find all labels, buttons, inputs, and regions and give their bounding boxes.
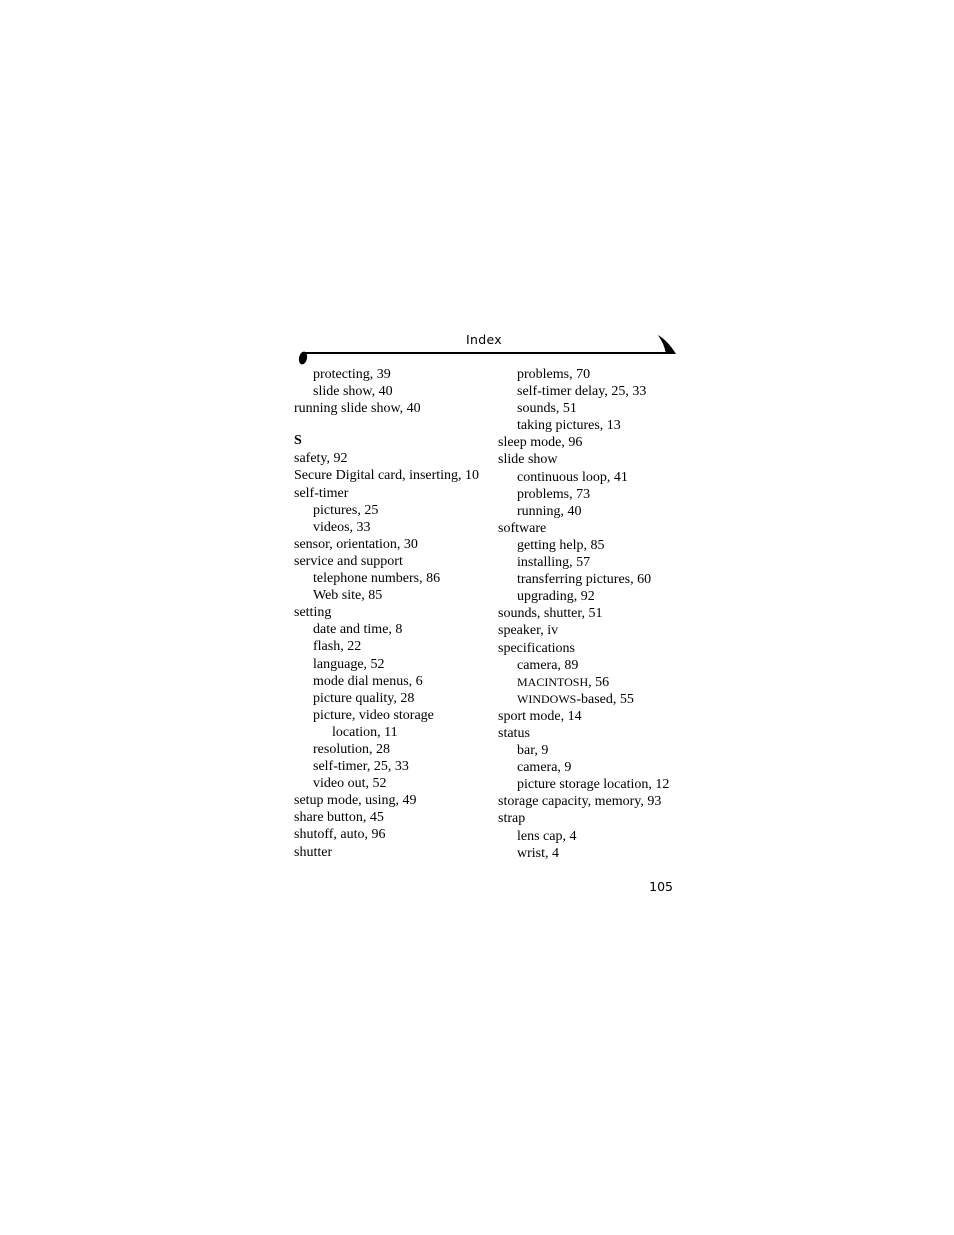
index-entry: service and support (294, 553, 403, 569)
header-rule-graphic (296, 333, 680, 369)
index-entry: strap (498, 811, 526, 827)
index-entry: wrist, 4 (517, 845, 559, 861)
index-entry: self-timer, 25, 33 (313, 759, 409, 775)
index-entry: running slide show, 40 (294, 401, 421, 417)
index-entry: getting help, 85 (517, 537, 605, 553)
index-entry: running, 40 (517, 503, 582, 519)
left-entries-s (294, 450, 494, 860)
index-entry: software (498, 520, 547, 536)
left-entries-top (294, 366, 494, 417)
index-entry: date and time, 8 (313, 622, 403, 638)
index-entry: specifications (498, 640, 575, 656)
index-entry: problems, 70 (517, 367, 591, 382)
index-entry (498, 691, 698, 708)
small-caps-term: MACINTOSH (517, 674, 589, 689)
index-entry: sport mode, 14 (498, 708, 582, 724)
index-entry: taking pictures, 13 (517, 418, 621, 434)
page-number: 105 (649, 879, 673, 894)
index-entry: sounds, 51 (517, 401, 577, 417)
index-entry: telephone numbers, 86 (313, 571, 441, 587)
header-title: Index (466, 332, 502, 347)
index-entry: installing, 57 (517, 555, 591, 571)
index-entry: video out, 52 (313, 776, 387, 792)
index-entry: camera, 9 (517, 760, 572, 776)
index-entry: flash, 22 (313, 639, 362, 655)
index-entry (498, 674, 698, 691)
section-letter: S (294, 433, 302, 449)
index-entry: pictures, 25 (313, 502, 379, 518)
index-entry: sleep mode, 96 (498, 435, 583, 451)
index-entry: problems, 73 (517, 486, 591, 502)
index-entry: self-timer (294, 485, 349, 501)
index-entry: share button, 45 (294, 810, 384, 826)
index-entry: status (498, 725, 530, 741)
index-entry: shutter (294, 844, 333, 860)
index-entry: self-timer delay, 25, 33 (517, 384, 647, 400)
index-entry: mode dial menus, 6 (313, 673, 423, 689)
index-entry: sounds, shutter, 51 (498, 606, 603, 622)
index-entry: Secure Digital card, inserting, 10 (294, 468, 480, 484)
index-entry: picture storage location, 12 (517, 777, 670, 793)
index-entry: continuous loop, 41 (517, 469, 628, 485)
index-column-right (498, 366, 698, 862)
index-entry: speaker, iv (498, 623, 559, 639)
index-column-left (294, 366, 494, 861)
index-entry: resolution, 28 (313, 741, 390, 757)
small-caps-term: WINDOWS (517, 691, 577, 706)
index-entry: picture quality, 28 (313, 690, 415, 706)
index-entry: transferring pictures, 60 (517, 572, 652, 588)
index-entry: Web site, 85 (313, 588, 383, 604)
index-entry: protecting, 39 (313, 367, 391, 382)
index-entry: slide show, 40 (313, 384, 393, 400)
index-entry: language, 52 (313, 656, 385, 672)
index-entry: slide show (498, 452, 558, 468)
entry-suffix: , 56 (588, 674, 610, 690)
index-entry: lens cap, 4 (517, 828, 577, 844)
index-entry: videos, 33 (313, 519, 371, 535)
section-gap (294, 417, 494, 432)
index-entry: bar, 9 (517, 743, 549, 759)
index-entry: picture, video storage (313, 707, 434, 723)
index-entry: setup mode, using, 49 (294, 793, 417, 809)
index-entry: location, 11 (332, 724, 398, 740)
index-entry: safety, 92 (294, 451, 348, 467)
index-entry: camera, 89 (517, 657, 579, 673)
index-entry: shutoff, auto, 96 (294, 827, 386, 843)
index-entry: upgrading, 92 (517, 589, 595, 605)
index-entry: storage capacity, memory, 93 (498, 794, 662, 810)
index-entry: sensor, orientation, 30 (294, 536, 418, 552)
index-entry: setting (294, 605, 332, 621)
entry-suffix: -based, 55 (576, 691, 634, 707)
